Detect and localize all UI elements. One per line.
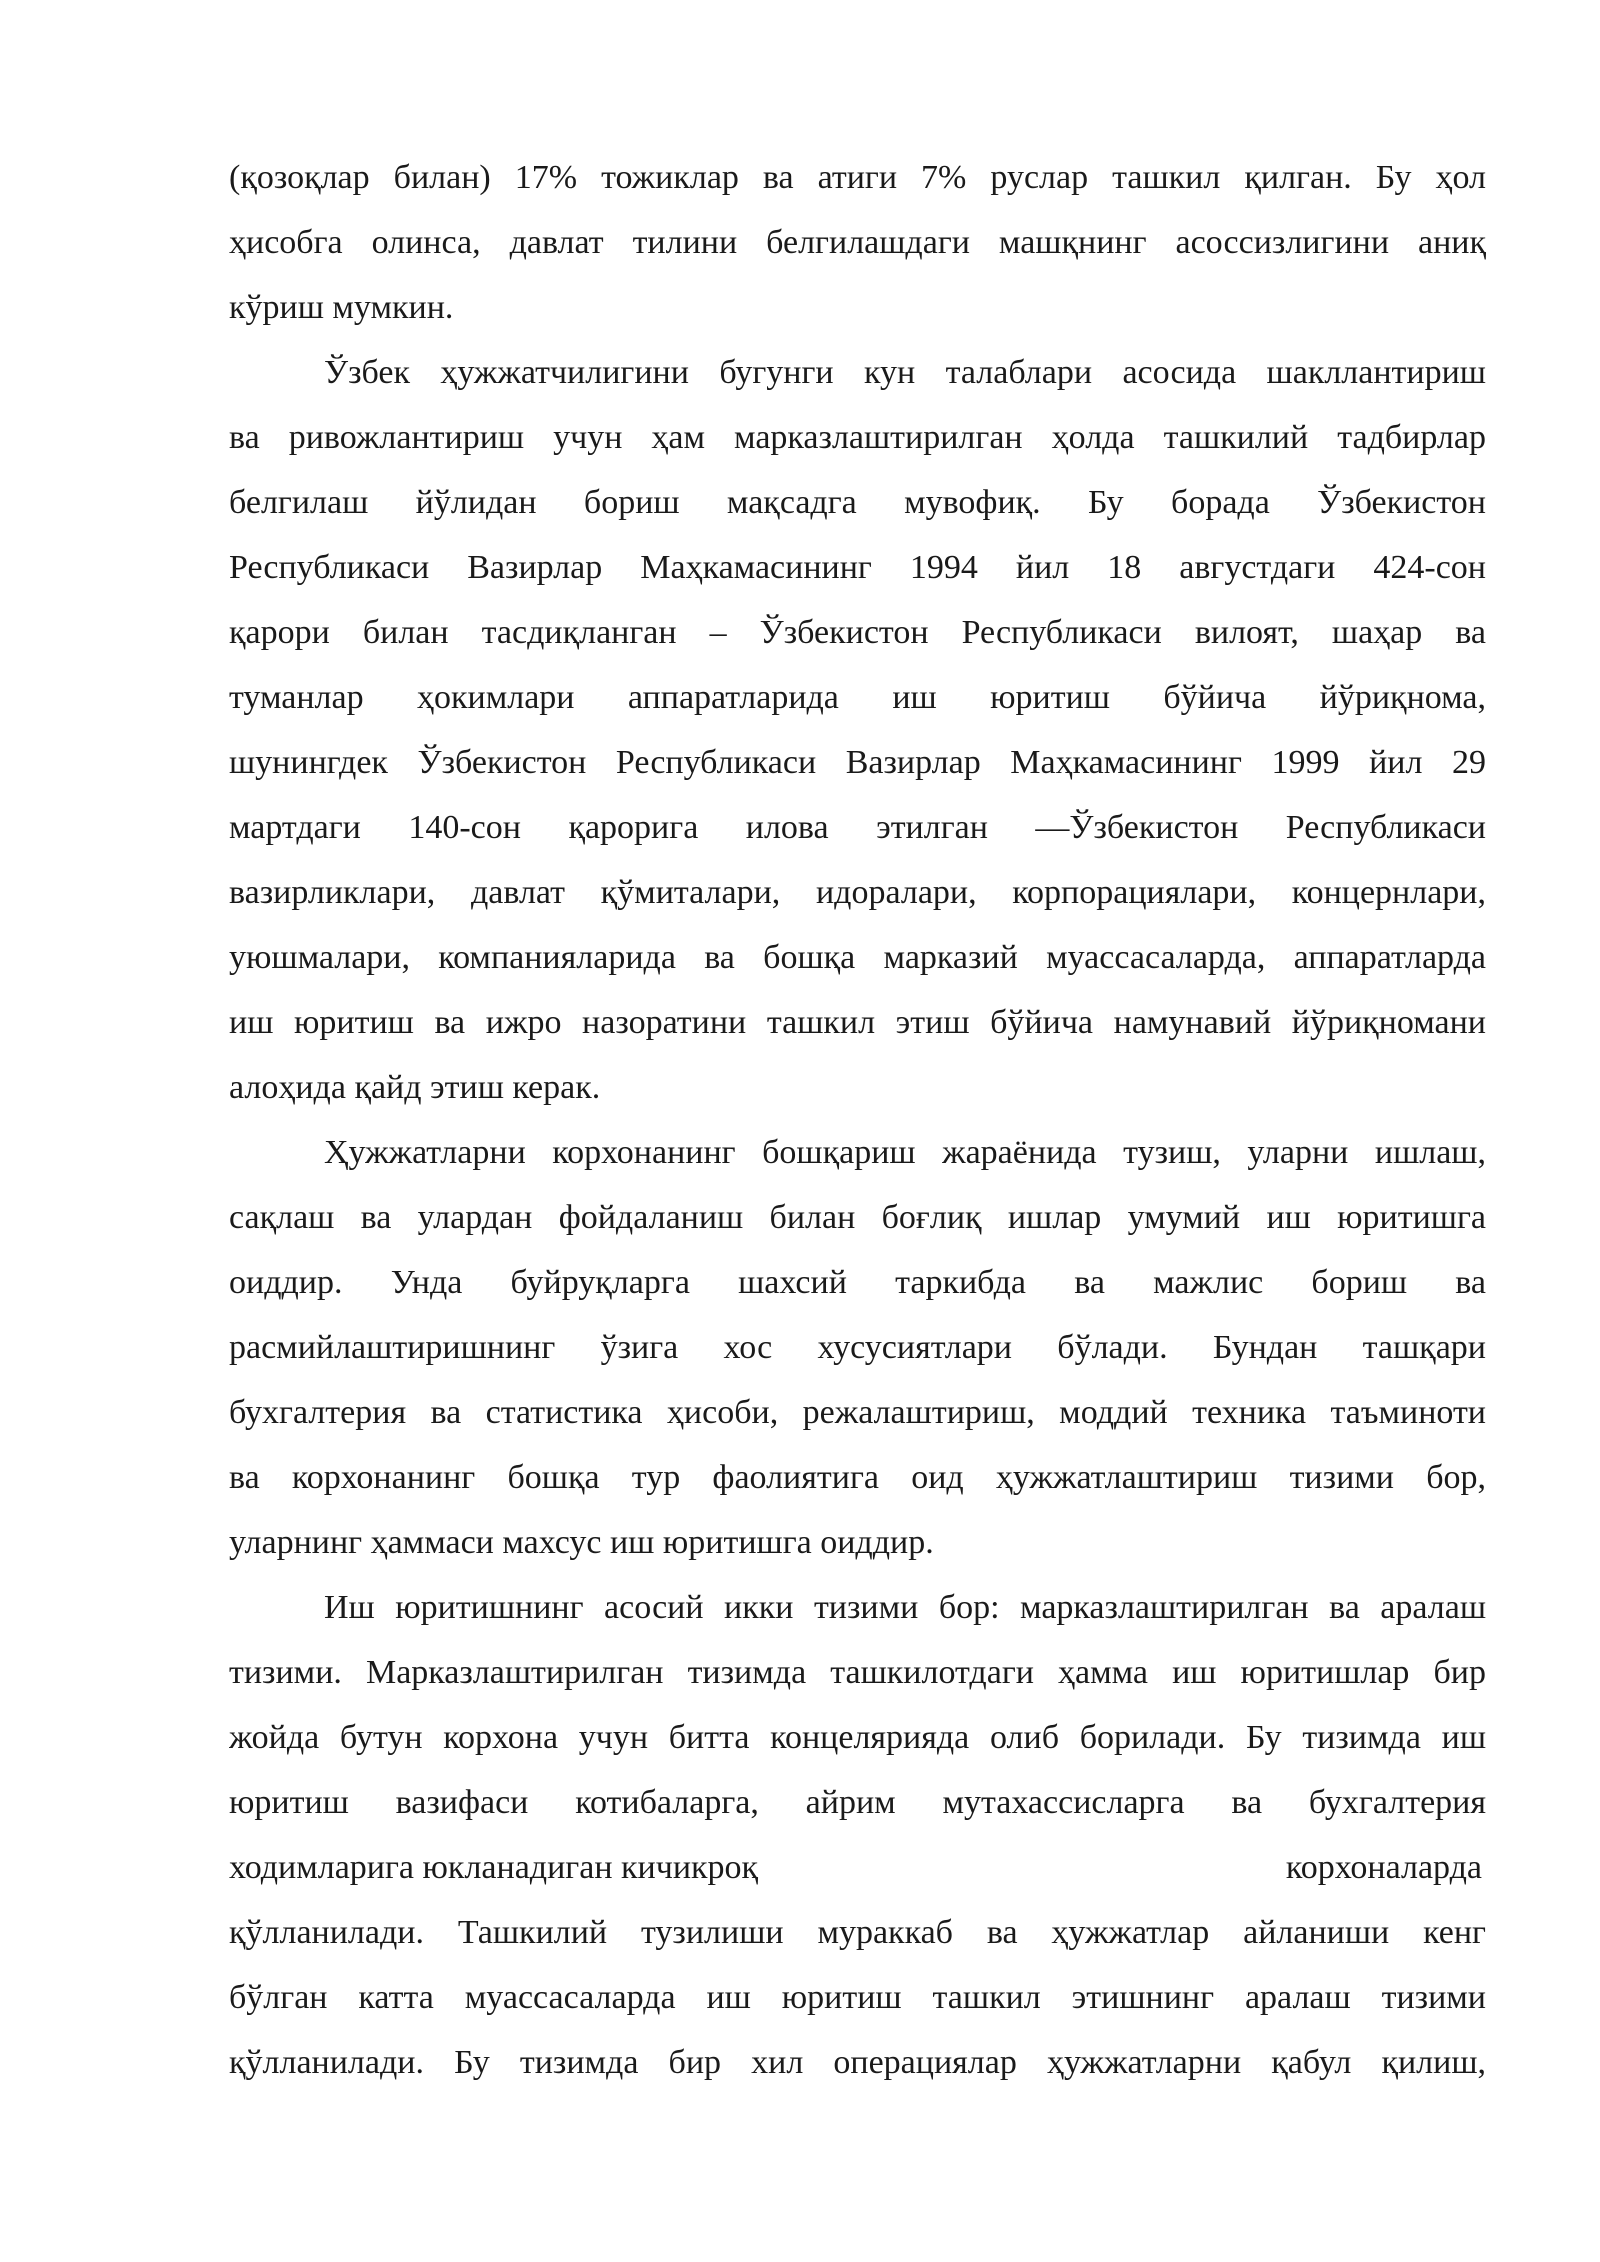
text-line: Иш юритишнинг асосий икки тизими бор: марказлаштирилган ва аралаш [324,1589,1486,1626]
text-line: тизими. Марказлаштирилган тизимда ташкилотдаги ҳамма иш юритишлар бир [229,1654,1486,1691]
text-line: шунингдек Ўзбекистон Республикаси Вазирлар Маҳкамасининг 1999 йил 29 [229,744,1486,781]
text-line: (қозоқлар билан) 17% тожиклар ва атиги 7% руслар ташкил қилган. Бу ҳол [229,159,1486,196]
text-line: жойда бутун корхона учун битта концелярияда олиб борилади. Бу тизимда иш [229,1719,1486,1756]
text-line: мартдаги 140-сон қарорига илова этилган ―Ўзбекистон Республикаси [229,809,1486,846]
text-line: расмийлаштиришнинг ўзига хос хусусиятлари бўлади. Бундан ташқари [229,1329,1486,1366]
text-line: Республикаси Вазирлар Маҳкамасининг 1994 йил 18 августдаги 424-сон [229,549,1486,586]
gap-line-right: корхоналарда [1285,1849,1482,1886]
text-line: ва корхонанинг бошқа тур фаолиятига оид ҳужжатлаштириш тизими бор, [229,1459,1486,1496]
text-line: қарори билан тасдиқланган – Ўзбекистон Республикаси вилоят, шаҳар ва [229,614,1486,651]
text-line: қўлланилади. Бу тизимда бир хил операциялар ҳужжатларни қабул қилиш, [229,2044,1486,2081]
text-line: оиддир. Унда буйруқларга шахсий таркибда ва мажлис бориш ва [229,1264,1486,1301]
text-line: туманлар ҳокимлари аппаратларида иш юритиш бўйича йўриқнома, [229,679,1486,716]
text-line: Ҳужжатларни корхонанинг бошқариш жараёнида тузиш, уларни ишлаш, [324,1134,1486,1171]
text-line: қўлланилади. Ташкилий тузилиши мураккаб ва ҳужжатлар айланиши кенг [229,1914,1486,1951]
text-line: уюшмалари, компанияларида ва бошқа марказий муассасаларда, аппаратларда [229,939,1486,976]
text-line: вазирликлари, давлат қўмиталари, идоралари, корпорациялари, концернлари, [229,874,1486,911]
text-line: Ўзбек ҳужжатчилигини бугунги кун талаблари асосида шакллантириш [324,354,1486,391]
text-line: сақлаш ва улардан фойдаланиш билан боғлиқ ишлар умумий иш юритишга [229,1199,1486,1236]
text-line: уларнинг ҳаммаси махсус иш юритишга оиддир. [229,1524,934,1561]
text-line: кўриш мумкин. [229,289,454,326]
text-line: бўлган катта муассасаларда иш юритиш ташкил этишнинг аралаш тизими [229,1979,1486,2016]
text-line: белгилаш йўлидан бориш мақсадга мувофиқ. Бу борада Ўзбекистон [229,484,1486,521]
text-line: алоҳида қайд этиш керак. [229,1069,601,1106]
text-line: ва ривожлантириш учун ҳам марказлаштирилган ҳолда ташкилий тадбирлар [229,419,1486,456]
text-line: ҳисобга олинса, давлат тилини белгилашдаги машқнинг асоссизлигини аниқ [229,224,1486,261]
body-text [229,145,1486,2095]
text-line: иш юритиш ва ижро назоратини ташкил этиш бўйича намунавий йўриқномани [229,1004,1486,1041]
gap-line-left: ходимларига юкланадиган кичикроқ [229,1849,759,1886]
text-line: бухгалтерия ва статистика ҳисоби, режалаштириш, моддий техника таъминоти [229,1394,1486,1431]
text-line-with-gap [229,1835,1486,1900]
text-line: юритиш вазифаси котибаларга, айрим мутахассисларга ва бухгалтерия [229,1784,1486,1821]
